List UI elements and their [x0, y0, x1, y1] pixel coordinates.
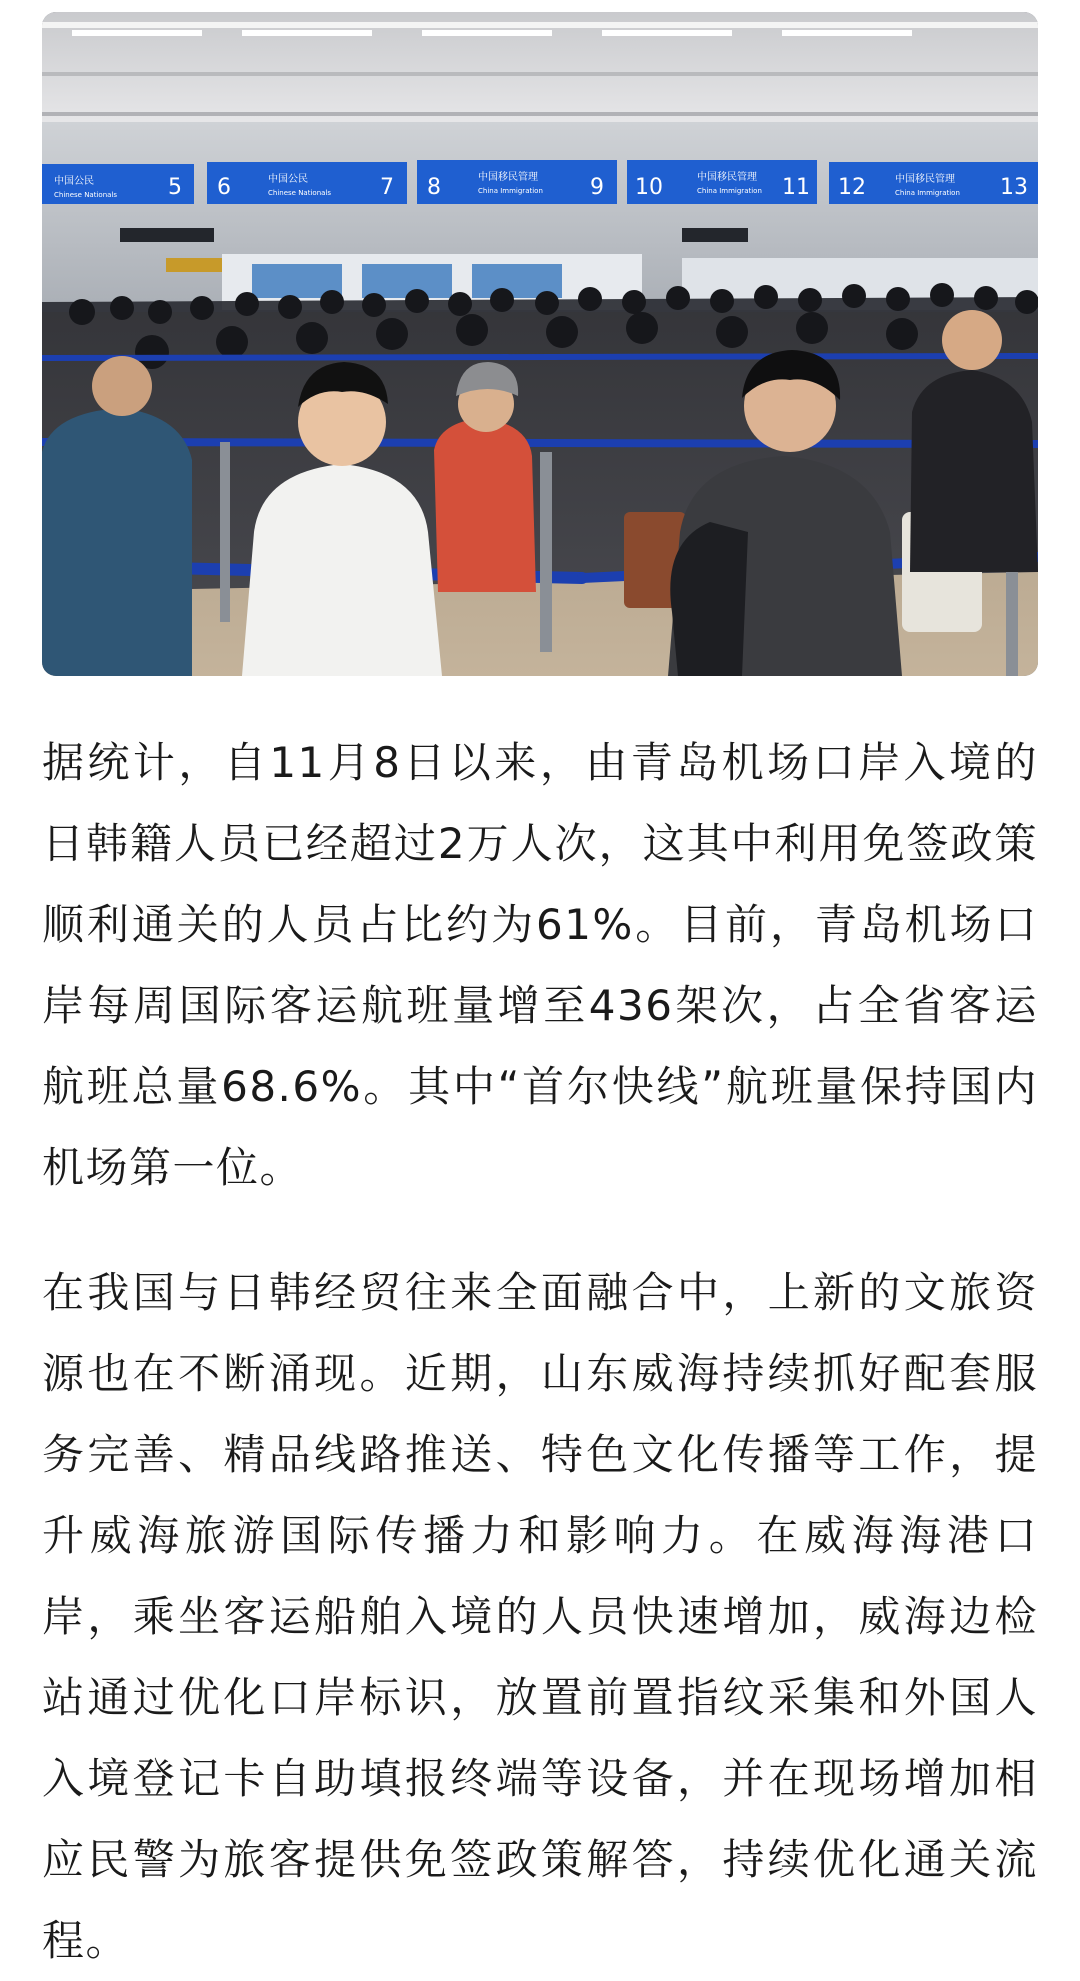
sign-counter-number: 12: [838, 175, 866, 200]
sign-label-zh: 中国公民: [268, 174, 308, 185]
sign-counter-number: 13: [1000, 175, 1028, 200]
article-body: [42, 722, 1038, 1981]
sign-counter-number: 11: [782, 175, 810, 200]
sign-label-en: China Immigration: [478, 187, 543, 195]
sign-label-en: China Immigration: [895, 189, 960, 197]
article-paragraph: 据统计，自11月8日以来，由青岛机场口岸入境的日韩籍人员已经超过2万人次，这其中利用免签政策顺利通关的人员占比约为61%。目前，青岛机场口岸每周国际客运航班量增至436架次，占全省客运航班总量68.6%。其中“首尔快线”航班量保持国内机场第一位。: [42, 738, 1038, 1192]
sign-label-en: Chinese Nationals: [268, 189, 332, 197]
sign-label-zh: 中国移民管理: [478, 172, 538, 183]
sign-label-zh: 中国移民管理: [895, 174, 955, 185]
airport-immigration-hall-image: [42, 12, 1038, 676]
sign-counter-number: 7: [380, 175, 394, 200]
sign-label-zh: 中国移民管理: [697, 172, 757, 183]
sign-counter-number: 10: [635, 175, 663, 200]
sign-label-en: Chinese Nationals: [54, 191, 118, 199]
sign-counter-number: 9: [590, 175, 604, 200]
sign-label-en: China Immigration: [697, 187, 762, 195]
sign-label-zh: 中国公民: [54, 176, 94, 187]
sign-counter-number: 6: [217, 175, 231, 200]
article-paragraph: 在我国与日韩经贸往来全面融合中，上新的文旅资源也在不断涌现。近期，山东威海持续抓好配套服务完善、精品线路推送、特色文化传播等工作，提升威海旅游国际传播力和影响力。在威海海港口岸，乘坐客运船舶入境的人员快速增加，威海边检站通过优化口岸标识，放置前置指纹采集和外国人入境登记卡自助填报终端等设备，并在现场增加相应民警为旅客提供免签政策解答，持续优化通关流程。: [42, 1268, 1038, 1965]
sign-counter-number: 5: [168, 175, 182, 200]
sign-counter-number: 8: [427, 175, 441, 200]
article-photo: [42, 12, 1038, 676]
